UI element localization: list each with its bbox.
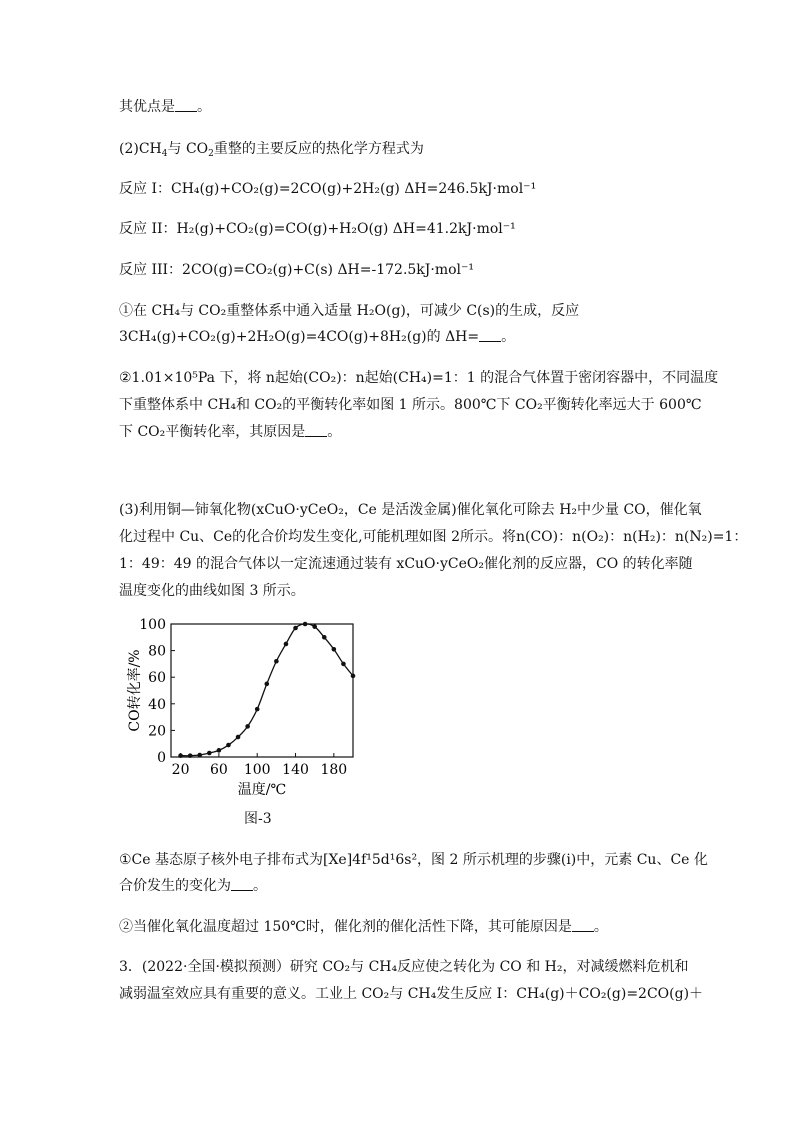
co-conversion-chart — [119, 612, 369, 802]
x-tick-label: 180 — [320, 762, 348, 778]
data-point — [217, 748, 222, 753]
sub-question-2: ②当催化氧化温度超过 150℃时，催化剂的催化活性下降，其可能原因是 。 — [119, 919, 608, 935]
data-point — [264, 682, 269, 687]
data-point — [255, 707, 260, 712]
reaction-2: 反应 II：H₂(g)+CO₂(g)=CO(g)+H₂O(g) ΔH=41.2kJ·mol⁻¹ — [119, 221, 516, 237]
question-2-line-b: 下重整体系中 CH₄和 CO₂的平衡转化率如图 1 所示。800℃下 CO₂平衡转化率远大于 600℃ — [119, 397, 702, 413]
plot-frame — [171, 624, 353, 757]
data-point — [188, 753, 193, 758]
question-3-line-a: 3．(2022·全国·模拟预测）研究 CO₂与 CH₄反应使之转化为 CO 和 H₂，对减缓燃料危机和 — [119, 959, 689, 975]
data-point — [351, 674, 356, 679]
x-tick-label: 140 — [282, 762, 309, 778]
answer-blank — [305, 424, 327, 437]
question-1-line-a: ①在 CH₄与 CO₂重整体系中通入适量 H₂O(g)，可减少 C(s)的生成，反应 — [119, 303, 580, 319]
sub-question-1-line-b: 合价发生的变化为 。 — [119, 878, 267, 894]
question-2-line-c: 下 CO₂平衡转化率，其原因是 。 — [119, 424, 342, 440]
y-tick-label: 40 — [148, 696, 166, 713]
y-tick-label: 20 — [148, 723, 166, 740]
part-3-line-a: (3)利用铜—铈氧化物(xCuO·yCeO₂，Ce 是活泼金属)催化氧化可除去 H₂中少量 CO，催化氧 — [119, 502, 702, 518]
x-tick-label: 20 — [171, 762, 190, 778]
y-tick-label: 0 — [157, 750, 166, 766]
text-line-2: $(2)CH_4$与 $CO_2$重整的主要反应的热化学方程式为 — [119, 141, 424, 159]
data-point — [312, 624, 317, 629]
y-axis-label: CO转化率/% — [127, 649, 143, 732]
data-point — [293, 626, 298, 631]
y-tick-label: 60 — [148, 670, 166, 687]
data-point — [236, 735, 241, 740]
answer-blank — [572, 919, 594, 932]
part-3-line-d: 温度变化的曲线如图 3 所示。 — [119, 583, 305, 599]
text-line-1: 其优点是 。 — [119, 99, 211, 115]
answer-blank — [479, 329, 501, 342]
x-tick-label: 100 — [243, 762, 271, 778]
data-point — [332, 647, 337, 652]
y-tick-label: 100 — [139, 617, 166, 633]
sub-question-1-line-a: ①Ce 基态原子核外电子排布式为[Xe]4f¹5d¹6s²，图 2 所示机理的步骤(i)中，元素 Cu、Ce 化 — [119, 852, 708, 868]
question-1-line-b: 3CH₄(g)+CO₂(g)+2H₂O(g)=4CO(g)+8H₂(g)的 ΔH= 。 — [119, 329, 516, 345]
data-point — [322, 635, 327, 640]
answer-blank — [175, 99, 197, 112]
part-3-line-b: 化过程中 Cu、Ce的化合价均发生变化,可能机理如图 2所示。将n(CO)：n(O₂)：n(H₂)：n(N₂)=1： — [119, 529, 748, 545]
data-point — [274, 659, 279, 664]
data-point — [245, 724, 250, 729]
question-3-line-b: 减弱温室效应具有重要的意义。工业上 CO₂与 CH₄发生反应 I：CH₄(g)＋CO₂(g)=2CO(g)＋ — [119, 986, 704, 1002]
data-point — [226, 743, 231, 748]
part-3-line-c: 1：49：49 的混合气体以一定流速通过装有 xCuO·yCeO₂催化剂的反应器，CO 的转化率随 — [119, 556, 693, 572]
data-point — [207, 751, 212, 756]
x-tick-label: 60 — [209, 762, 228, 778]
reaction-1: 反应 I：CH₄(g)+CO₂(g)=2CO(g)+2H₂(g) ΔH=246.5kJ·mol⁻¹ — [119, 181, 537, 197]
data-point — [284, 642, 289, 647]
reaction-3: 反应 III：2CO(g)=CO₂(g)+C(s) ΔH=-172.5kJ·mol⁻¹ — [119, 262, 475, 278]
figure-caption: 图-3 — [244, 811, 272, 827]
data-point — [197, 753, 202, 758]
series-line — [181, 624, 353, 756]
data-point — [303, 622, 308, 627]
y-tick-label: 80 — [148, 643, 166, 660]
answer-blank — [231, 878, 253, 891]
x-axis-label: 温度/℃ — [237, 782, 287, 798]
data-point — [178, 753, 183, 758]
data-point — [341, 662, 346, 667]
question-2-line-a: ②1.01×10⁵Pa 下，将 n起始(CO₂)：n起始(CH₄)=1：1 的混合气体置于密闭容器中，不同温度 — [119, 370, 719, 386]
